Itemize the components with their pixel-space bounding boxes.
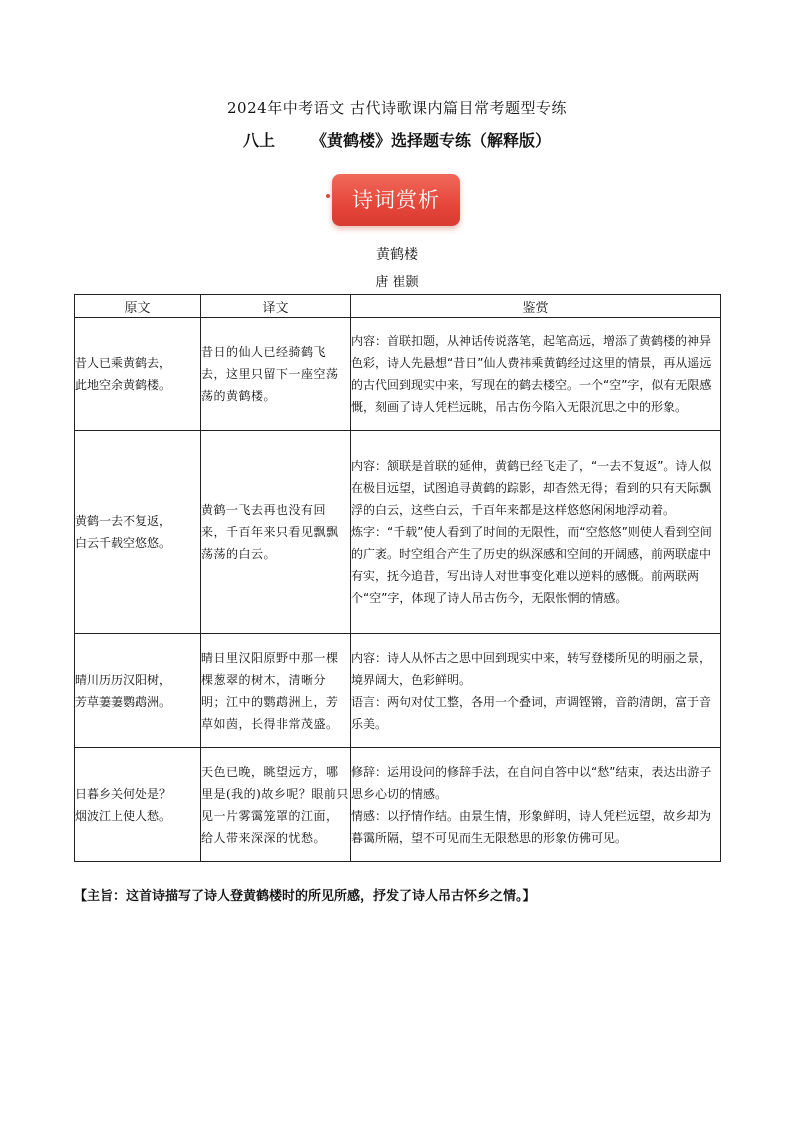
header-appreciation: 鉴赏 [351, 295, 721, 318]
poem-author: 唐 崔颢 [375, 275, 419, 290]
translation-cell: 黄鹤一飞去再也没有回来，千百年来只看见飘飘荡荡的白云。 [201, 431, 351, 634]
original-line: 此地空余黄鹤楼。 [75, 378, 172, 392]
appreciation-cell [351, 431, 721, 634]
original-cell [75, 318, 201, 431]
original-cell [75, 748, 201, 862]
translation-cell: 晴日里汉阳原野中那一棵棵葱翠的树木，清晰分明；江中的鹦鹉洲上，芳草如茵，长得非常茂盛。 [201, 634, 351, 748]
theme-summary: 【主旨：这首诗描写了诗人登黄鹤楼时的所见所感，抒发了诗人吊古怀乡之情。】 [74, 889, 536, 904]
document-subtitle [0, 128, 794, 151]
header-translation: 译文 [201, 295, 351, 318]
section-badge-label: 诗词赏析 [332, 174, 460, 226]
original-line: 昔人已乘黄鹤去， [75, 356, 172, 370]
table-row [75, 318, 721, 431]
section-badge [332, 174, 460, 226]
appreciation-cell [351, 748, 721, 862]
appreciation-paragraph: 语言：两句对仗工整，各用一个叠词，声调铿锵，音韵清朗，富于音乐美。 [351, 694, 712, 731]
original-line: 晴川历历汉阳树， [75, 672, 172, 687]
poem-title: 黄鹤楼 [376, 247, 418, 263]
appreciation-cell [351, 318, 721, 431]
table-row [75, 634, 721, 748]
poem-analysis-table [74, 294, 721, 862]
appreciation-paragraph: 情感：以抒情作结。由景生情，形象鲜明，诗人凭栏远望，故乡却为暮霭所隔，望不可见而生无限愁思的形象仿佛可见。 [351, 808, 712, 845]
exercise-title: 《黄鹤楼》选择题专练（解释版） [311, 131, 552, 150]
appreciation-paragraph: 炼字：“千载”使人看到了时间的无限性，而“空悠悠”则使人看到空间的广袤。时空组合产生了历史的纵深感和空间的开阔感，前两联虚中有实，抚今追昔，写出诗人对世事变化难以逆料的感慨。前两联两个“空”字，体现了诗人吊古伤今，无限怅惘的情感。 [351, 525, 712, 605]
table-row [75, 431, 721, 634]
original-line: 黄鹤一去不复返， [75, 514, 172, 528]
decorative-dot [326, 194, 330, 198]
original-line: 白云千载空悠悠。 [75, 536, 172, 550]
original-line: 芳草萋萋鹦鹉洲。 [75, 694, 172, 709]
header-original: 原文 [75, 295, 201, 318]
original-cell [75, 634, 201, 748]
appreciation-cell [351, 634, 721, 748]
document-title: 2024年中考语文 古代诗歌课内篇目常考题型专练 [227, 99, 567, 117]
table-header-row [75, 295, 721, 318]
appreciation-paragraph: 内容：首联扣题，从神话传说落笔，起笔高远，增添了黄鹤楼的神异色彩，诗人先悬想“昔日”仙人费祎乘黄鹤经过这里的情景，再从遥远的古代回到现实中来，写现在的鹤去楼空。一个“空”字，似有无限感慨，刻画了诗人凭栏远眺，吊古伤今陷入无限沉思之中的形象。 [351, 334, 712, 414]
grade-label: 八上 [242, 131, 275, 150]
appreciation-paragraph: 修辞：运用设问的修辞手法，在自问自答中以“愁”结束，表达出游子思乡心切的情感。 [351, 764, 712, 801]
translation-cell: 昔日的仙人已经骑鹤飞去，这里只留下一座空荡荡的黄鹤楼。 [201, 318, 351, 431]
original-line: 烟波江上使人愁。 [75, 808, 172, 823]
original-line: 日暮乡关何处是？ [75, 786, 172, 801]
table-row [75, 748, 721, 862]
translation-cell: 天色已晚，眺望远方，哪里是(我的)故乡呢？眼前只见一片雾霭笼罩的江面，给人带来深深的忧愁。 [201, 748, 351, 862]
appreciation-paragraph: 内容：诗人从怀古之思中回到现实中来，转写登楼所见的明丽之景，境界阔大，色彩鲜明。 [351, 650, 712, 687]
original-cell [75, 431, 201, 634]
appreciation-paragraph: 内容：颔联是首联的延伸，黄鹤已经飞走了，“一去不复返”。诗人似在极目远望，试图追寻黄鹤的踪影，却杳然无得；看到的只有天际飘浮的白云，这些白云，千百年来都是这样悠悠闲闲地浮动着。 [351, 459, 712, 517]
